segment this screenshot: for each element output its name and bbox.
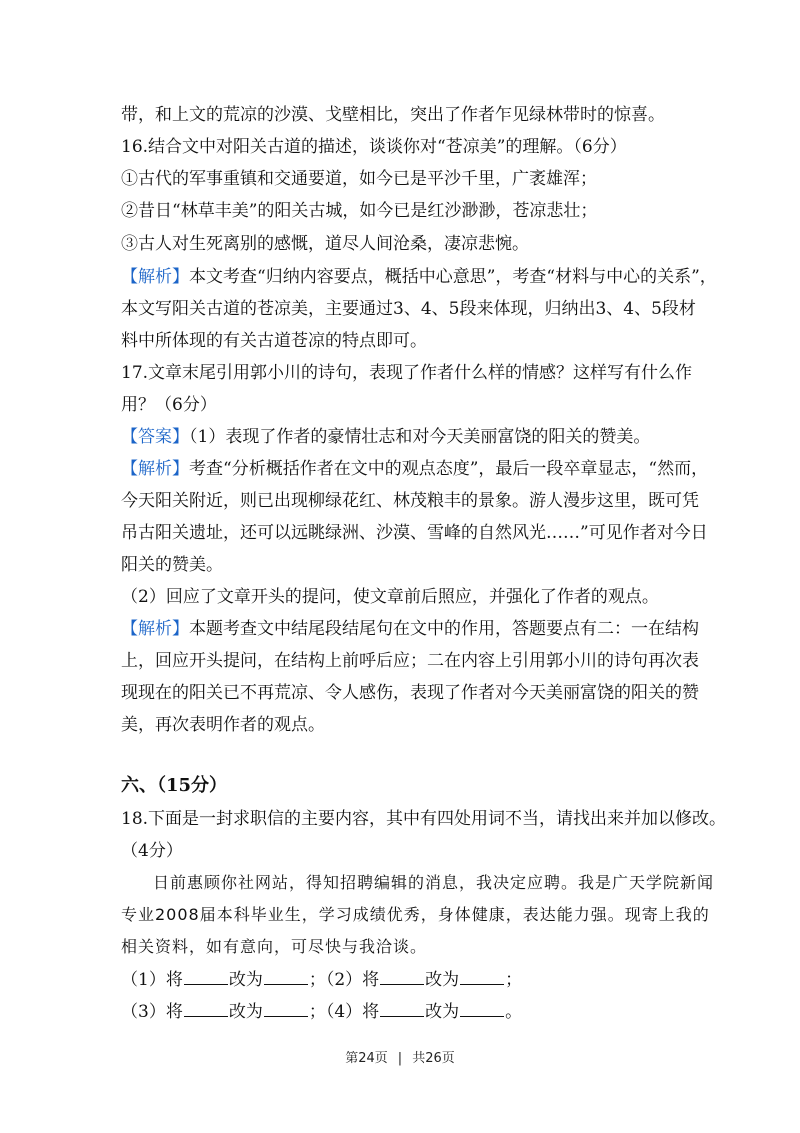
letter-line: 专业2008届本科毕业生，学习成绩优秀，身体健康，表达能力强。现寄上我的 — [121, 905, 710, 924]
answer-blank[interactable] — [380, 1000, 424, 1017]
analysis-17b-line: 上，回应开头提问，在结构上前呼后应；二在内容上引用郭小川的诗句再次表 — [121, 651, 699, 671]
answer-blank[interactable] — [380, 968, 424, 985]
answer-blank[interactable] — [184, 1000, 228, 1017]
row-end: 。 — [505, 1002, 523, 1022]
question-17: 17.文章末尾引用郭小川的诗句，表现了作者什么样的情感？这样写有什么作 — [121, 363, 693, 383]
question-18-score: （4分） — [121, 841, 183, 861]
question-17-cont: 用？（6分） — [121, 395, 217, 415]
letter-line: 日前惠顾你社网站，得知招聘编辑的消息，我决定应聘。我是广天学院新闻 — [153, 873, 715, 892]
current-page: 第24页 — [345, 1051, 388, 1066]
item-1-label: （1）将 — [121, 970, 183, 990]
answer-blank[interactable] — [460, 1000, 504, 1017]
answer-tag: 【答案】 — [121, 427, 189, 447]
item-2-label: （2）将 — [325, 970, 380, 990]
analysis-17b-line: 现现在的阳关已不再荒凉、令人感伤，表现了作者对今天美丽富饶的阳关的赞 — [121, 683, 699, 703]
fill-row-2 — [121, 1000, 686, 1023]
item-4-label: （4）将 — [325, 1002, 380, 1022]
answer-16-point-1: ①古代的军事重镇和交通要道，如今已是平沙千里，广袤雄浑； — [121, 169, 597, 189]
analysis-17a-line: 吊古阳关遗址，还可以远眺绿洲、沙漠、雪峰的自然风光……”可见作者对今日 — [121, 523, 708, 543]
answer-16-point-3: ③古人对生死离别的感慨，道尽人间沧桑，凄凉悲惋。 — [121, 234, 529, 254]
text-line: 带，和上文的荒凉的沙漠、戈壁相比，突出了作者乍见绿林带时的惊喜。 — [121, 105, 665, 125]
analysis-text: 考查“分析概括作者在文中的观点态度”，最后一段卒章显志，“然而， — [189, 459, 709, 479]
fill-row-1 — [121, 968, 686, 991]
change-label: 改为 — [228, 970, 263, 990]
total-pages: 共26页 — [412, 1051, 455, 1066]
question-18: 18.下面是一封求职信的主要内容，其中有四处用词不当，请找出来并加以修改。 — [121, 809, 727, 829]
page-footer — [0, 1047, 800, 1066]
analysis-17b-line: 美，再次表明作者的观点。 — [121, 715, 325, 735]
answer-17-part-2: （2）回应了文章开头的提问，使文章前后照应，并强化了作者的观点。 — [121, 587, 659, 607]
answer-blank[interactable] — [184, 968, 228, 985]
answer-blank[interactable] — [264, 968, 308, 985]
footer-divider: | — [397, 1051, 403, 1066]
row-end: ； — [505, 970, 523, 990]
analysis-16-line: 本文写阳关古道的苍凉美，主要通过3、4、5段来体现，归纳出3、4、5段材 — [121, 299, 696, 319]
answer-16-point-2: ②昔日“林草丰美”的阳关古城，如今已是红沙渺渺，苍凉悲壮； — [121, 201, 598, 221]
section-heading: 六、（15分） — [121, 775, 228, 796]
letter-line: 相关资料，如有意向，可尽快与我洽谈。 — [121, 937, 428, 956]
separator: ； — [308, 1002, 326, 1022]
answer-blank[interactable] — [264, 1000, 308, 1017]
change-label: 改为 — [425, 1002, 460, 1022]
analysis-text: 本题考查文中结尾段结尾句在文中的作用，答题要点有二：一在结构 — [189, 619, 699, 639]
analysis-17b-line — [121, 618, 699, 640]
answer-blank[interactable] — [460, 968, 504, 985]
question-16: 16.结合文中对阳关古道的描述，谈谈你对“苍凉美”的理解。（6分） — [121, 137, 627, 157]
analysis-16-line: 料中所体现的有关古道苍凉的特点即可。 — [121, 331, 427, 351]
item-3-label: （3）将 — [121, 1002, 183, 1022]
change-label: 改为 — [228, 1002, 263, 1022]
analysis-17a-line — [121, 458, 709, 480]
separator: ； — [308, 970, 326, 990]
analysis-17a-line: 今天阳关附近，则已出现柳绿花红、林茂粮丰的景象。游人漫步这里，既可凭 — [121, 491, 699, 511]
analysis-17a-line: 阳关的赞美。 — [121, 555, 223, 575]
answer-text: （1）表现了作者的豪情壮志和对今天美丽富饶的阳关的赞美。 — [189, 427, 651, 447]
analysis-tag: 【解析】 — [121, 459, 189, 479]
analysis-tag: 【解析】 — [121, 267, 189, 287]
analysis-text: 本文考查“归纳内容要点，概括中心意思”，考查“材料与中心的关系”， — [189, 267, 717, 287]
analysis-16-line — [121, 266, 717, 288]
change-label: 改为 — [425, 970, 460, 990]
analysis-tag: 【解析】 — [121, 619, 189, 639]
answer-17-line — [121, 426, 686, 448]
